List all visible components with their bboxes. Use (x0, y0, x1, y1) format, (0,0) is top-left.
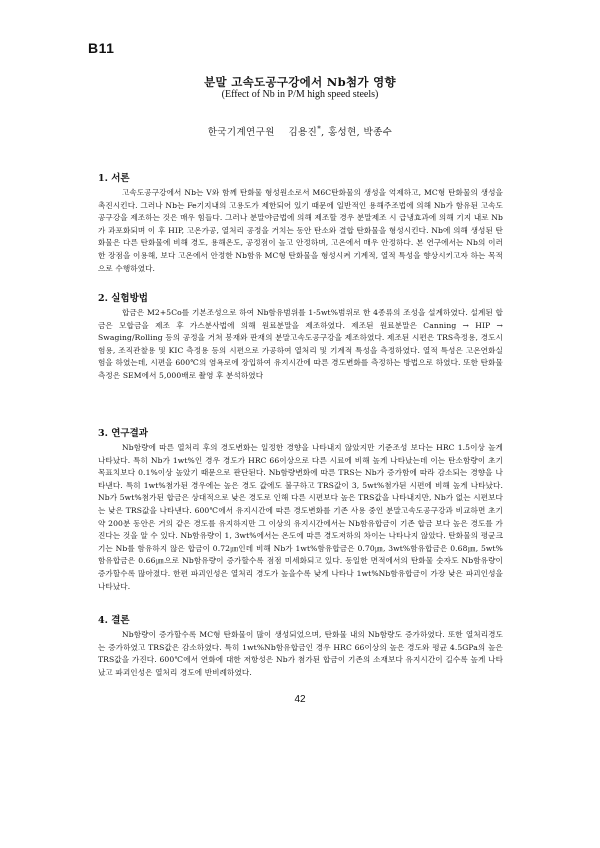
corresponding-author: 김용진 (288, 127, 318, 138)
page-id: B11 (88, 40, 115, 56)
section-results (98, 427, 503, 593)
section-heading: 1. 서론 (98, 173, 130, 184)
section-heading: 3. 연구결과 (98, 428, 148, 439)
section-introduction (98, 172, 503, 275)
section-body: Nb함량에 따른 열처리 후의 경도변화는 일정한 경향을 나타내지 않았지만 기준조성 보다는 HRC 1.5이상 높게 나타났다. 특히 Nb가 1wt%인 경우 경도가 HRC 66이상으로 다른 시료에 비해 높게 나타났는데 이는 탄소함량이 초기 목표치보다 0.1%이상 높았기 때문으로 판단된다. Nb함량변화에 따른 TRS는 Nb가 증가함에 따라 감소되는 경향을 나타낸다. 특히 1wt%첨가된 경우에는 높은 경도 값에도 불구하고 TRS값이 3, 5wt%첨가된 시편에 비해 높게 나타났다. Nb가 5wt%첨가된 합금은 상대적으로 낮은 경도로 인해 다른 시편보다 높은 TRS값을 나타내지만, Nb가 없는 시편보다는 낮은 TRS값을 나타낸다. 600℃에서 유지시간에 따른 경도변화를 기존 사용 중인 분말고속도공구강과 비교하면 초기 약 200분 동안은 거의 같은 경도를 유지하지만 그 이상의 유지시간에서는 Nb함유합금이 기존 합금 보다 높은 경도를 가진다는 것을 알 수 있다. Nb함유량이 1, 3wt%에서는 온도에 따른 경도저하의 차이는 나타나지 않았다. 탄화물의 평균크기는 Nb를 함유하지 않은 합금이 0.72㎛인데 비해 Nb가 1wt%함유합금은 0.70㎛, 3wt%함유합금은 0.68㎛, 5wt%함유합금은 0.66㎛으로 Nb함유량이 증가할수록 점점 미세화되고 있다. 동일한 면적에서의 탄화물 숫자도 Nb함유량이 증가할수록 많아졌다. 한편 파괴인성은 열처리 경도가 높을수록 낮게 나타나 1wt%Nb함유합금이 가장 낮은 파괴인성을 나타났다. (98, 443, 503, 591)
paper-title: 분말 고속도공구강에서 Nb첨가 영향 (204, 75, 396, 89)
section-heading: 4. 결론 (98, 615, 130, 626)
author-line (0, 124, 600, 138)
paper-subtitle: (Effect of Nb in P/M high speed steels) (221, 89, 379, 100)
affiliation: 한국기계연구원 (207, 127, 275, 138)
section-methods (98, 292, 503, 383)
section-body: 합금은 M2+5Co를 기본조성으로 하여 Nb함유범위를 1-5wt%범위로 한 4종류의 조성을 설계하였다. 설계된 합금은 모합금을 제조 후 가스분사법에 의해 원료분말을 제조하였다. 제조된 원료분말은 Canning → HIP → Swaging/Rolling 등의 공정을 거쳐 봉재와 판재의 분말고속도공구강을 제조하였다. 제조된 시편은 TRS측정용, 경도시험용, 조직관찰용 및 KIC 측정용 등의 시편으로 가공하여 열처리 및 기계적 특성을 측정하였다. 열적 특성은 고온연화실험을 하였는데, 시편을 600℃의 염욕로에 장입하여 유지시간에 따른 경도변화를 측정하는 방법으로 하였다. 또한 탄화물 측정은 SEM에서 5,000배로 촬영 후 분석하였다 (98, 308, 503, 380)
section-body: Nb함량이 증가할수록 MC형 탄화물이 많이 생성되었으며, 탄화물 내의 Nb함량도 증가하였다. 또한 열처리경도는 증가하였고 TRS값은 감소하였다. 특히 1wt%Nb함유합금인 경우 HRC 66이상의 높은 경도와 평균 4.5GPa의 높은 TRS값을 가진다. 600℃에서 연화에 대한 저항성은 Nb가 첨가된 합금이 기존의 소재보다 유지시간이 길수록 높게 나타났고 파괴인성은 열처리 경도에 반비례하였다. (98, 630, 503, 677)
section-heading: 2. 실험방법 (98, 293, 148, 304)
section-conclusion (98, 614, 503, 679)
section-body: 고속도공구강에서 Nb는 V와 함께 탄화물 형성원소로서 M6C탄화물의 생성을 억제하고, MC형 탄화물의 생성을 촉진시킨다. 그러나 Nb는 Fe기지내의 고용도가 제한되어 있기 때문에 일반적인 용해주조법에 의해 Nb가 함유된 고속도공구강을 제조하는 것은 매우 힘들다. 그러나 분말야금법에 의해 제조할 경우 분말제조 시 급냉효과에 의해 기지 내로 Nb가 과포화되며 이 후 HIP, 고온가공, 열처리 공정을 거치는 동안 탄소와 결합 탄화물을 형성시킨다. Nb에 의해 생성된 탄화물은 다른 탄화물에 비해 경도, 용해온도, 공정점이 높고 안정하며, 고온에서 매우 안정하다. 본 연구에서는 Nb의 이러한 장점을 이용해, 보다 고온에서 안정한 Nb함유 MC형 탄화물을 형성시켜 기계적, 열적 특성을 향상시키고자 하는 목적으로 수행하였다. (98, 188, 503, 273)
page-number: 42 (294, 694, 306, 705)
co-authors: , 홍성현, 박종수 (321, 127, 393, 138)
corresponding-mark: * (317, 124, 322, 133)
